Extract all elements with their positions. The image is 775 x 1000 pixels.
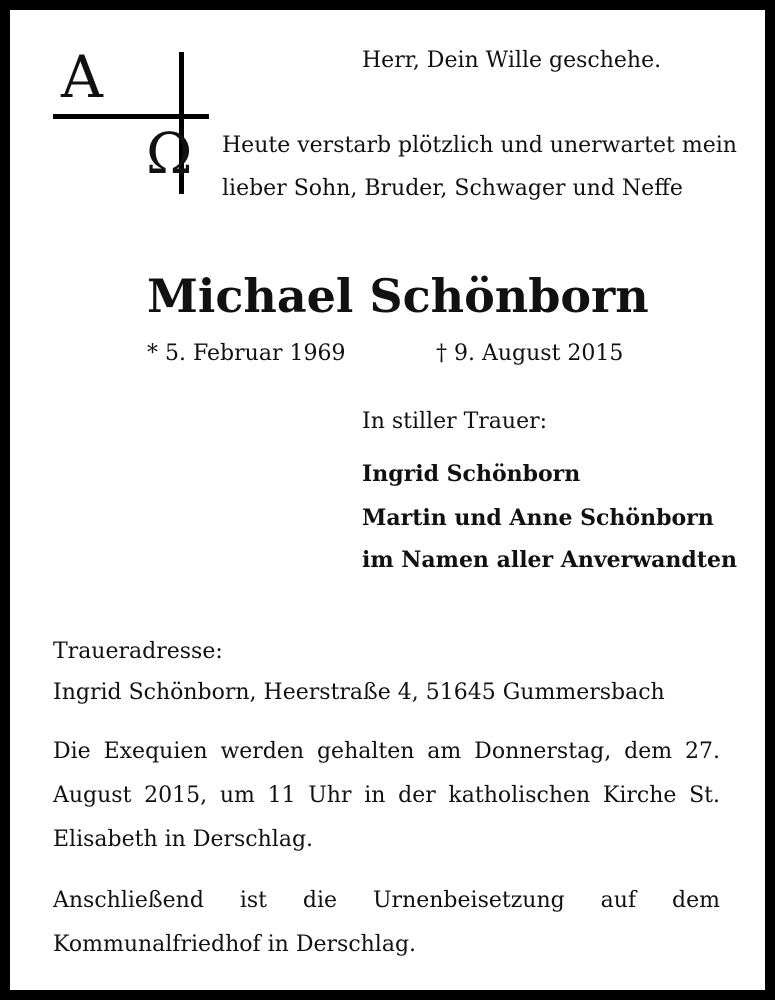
intro-line-2: lieber Sohn, Bruder, Schwager und Neffe: [222, 176, 683, 201]
death-date: † 9. August 2015: [436, 341, 624, 366]
exequien-paragraph: Die Exequien werden gehalten am Donnerstag, dem 27. August 2015, um 11 Uhr in der katholischen Kirche St. Elisabeth in Derschlag.: [53, 739, 720, 852]
mourning-intro: In stiller Trauer:: [362, 409, 548, 434]
birth-date: * 5. Februar 1969: [147, 341, 346, 366]
motto: Herr, Dein Wille geschehe.: [362, 48, 662, 73]
intro-line-1: Heute verstarb plötzlich und unerwartet mein: [222, 133, 737, 158]
cross-horizontal-bar: [53, 114, 209, 119]
mourner-1: Ingrid Schönborn: [362, 461, 581, 487]
alpha-omega-cross-icon: [53, 43, 209, 194]
mourner-3: im Namen aller Anverwandten: [362, 547, 737, 573]
mourner-2: Martin und Anne Schönborn: [362, 505, 714, 531]
deceased-name: Michael Schönborn: [147, 269, 649, 323]
alpha-symbol: A: [61, 43, 103, 111]
omega-symbol: Ω: [146, 122, 193, 187]
address-label: Traueradresse:: [53, 639, 223, 664]
address-text: Ingrid Schönborn, Heerstraße 4, 51645 Gummersbach: [53, 680, 665, 705]
burial-paragraph: Anschließend ist die Urnenbeisetzung auf dem Kommunalfriedhof in Derschlag.: [53, 888, 720, 957]
